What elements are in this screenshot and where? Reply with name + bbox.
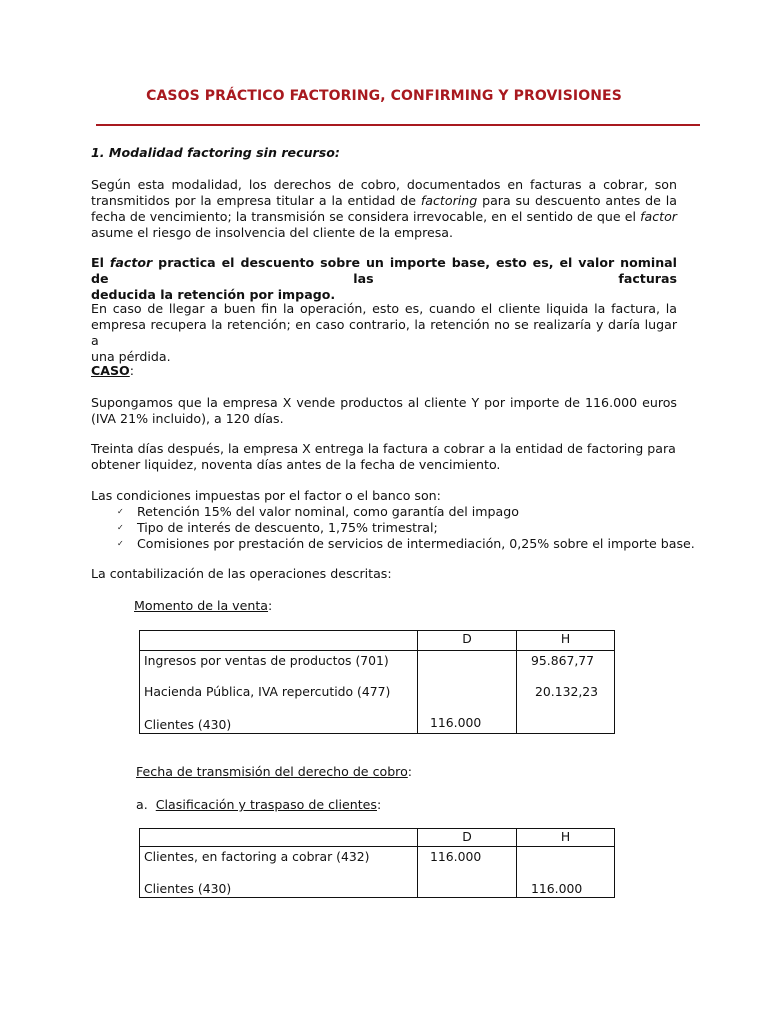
credit-amount (531, 715, 614, 731)
list-item (91, 504, 677, 520)
paragraph-line (91, 193, 677, 209)
conditions-list (91, 504, 695, 552)
text-run: obtener liquidez, noventa días antes de la fecha de vencimiento. (91, 457, 501, 472)
paragraph-factoring-definition (91, 177, 677, 241)
table-header-row (140, 631, 615, 651)
text-run: Supongamos que la empresa X vende productos al cliente Y por importe de 116.000 euros (91, 395, 677, 410)
document-title: CASOS PRÁCTICO FACTORING, CONFIRMING Y PROVISIONES (146, 88, 622, 104)
text-run: Treinta días después, la empresa X entrega la factura a cobrar a la entidad de factoring para (91, 441, 676, 456)
case-colon: : (129, 363, 135, 378)
paragraph-line (91, 225, 677, 241)
debit-amount: 116.000 (430, 715, 482, 730)
subsection-heading-transfer (136, 764, 636, 780)
paragraph-line (91, 395, 677, 411)
item-letter: a. (136, 797, 148, 812)
title-underline-rule (96, 124, 700, 126)
table-header-credit: H (517, 829, 615, 847)
text-run: El (91, 255, 110, 270)
case-label: CASO (91, 363, 130, 378)
account-name: Clientes (430) (144, 717, 232, 732)
table-header-cell (140, 829, 418, 847)
text-run: En caso de llegar a buen fin la operación, esto es, cuando el cliente liquida la factura, la (91, 301, 677, 316)
subsection-title: Clasificación y traspaso de clientes (155, 797, 377, 812)
checkmark-bullet-icon: ✓ (117, 507, 124, 516)
text-run: fecha de vencimiento; la transmisión se considera irrevocable, en el sentido de que el (91, 209, 641, 224)
subsection-heading-sale (134, 598, 634, 614)
text-run: (IVA 21% incluido), a 120 días. (91, 411, 284, 426)
text-run: empresa recupera la retención; en caso contrario, la retención no se realizaría y daría lugar a (91, 317, 677, 348)
paragraph-line (91, 177, 677, 193)
debit-amount (430, 653, 516, 669)
table-cell-accounts (140, 847, 418, 898)
table-cell-debit (418, 847, 517, 898)
list-item (91, 520, 677, 536)
credit-amount: 95.867,77 (531, 653, 595, 668)
table-cell-credit (517, 651, 615, 734)
debit-amount: 116.000 (430, 849, 482, 864)
credit-amount (531, 849, 614, 865)
paragraph-line (91, 209, 677, 225)
text-run: una pérdida. (91, 349, 171, 364)
list-item-text: Retención 15% del valor nominal, como garantía del impago (137, 504, 519, 519)
paragraph-retention (91, 301, 677, 365)
table-cell-credit (517, 847, 615, 898)
italic-term: factoring (420, 193, 478, 208)
paragraph-line (91, 255, 677, 287)
paragraph-line (91, 457, 677, 473)
text-run: asume el riesgo de insolvencia del cliente de la empresa. (91, 225, 454, 240)
text-run: Según esta modalidad, los derechos de cobro, documentados en facturas a cobrar, son (91, 177, 677, 192)
conditions-intro: Las condiciones impuestas por el factor o el banco son: (91, 488, 441, 503)
table-header-credit: H (517, 631, 615, 651)
account-name: Clientes, en factoring a cobrar (432) (144, 849, 370, 864)
list-item-text: Tipo de interés de descuento, 1,75% trimestral; (137, 520, 438, 535)
debit-amount (430, 684, 516, 700)
subsection-title: Fecha de transmisión del derecho de cobro (136, 764, 408, 779)
checkmark-bullet-icon: ✓ (117, 539, 124, 548)
subsection-title: Momento de la venta (134, 598, 269, 613)
paragraph-line (91, 441, 677, 457)
debit-amount (430, 881, 516, 897)
account-name: Ingresos por ventas de productos (701) (144, 653, 389, 668)
subsection-colon: : (376, 797, 382, 812)
text-run: para su descuento antes de la (477, 193, 677, 208)
table-header-row (140, 829, 615, 847)
list-item (91, 536, 695, 552)
italic-term: factor (109, 255, 153, 270)
conditions-block (91, 488, 695, 552)
text-run: practica el descuento sobre un importe base, esto es, el valor nominal de las facturas (91, 255, 677, 286)
table-header-cell (140, 631, 418, 651)
account-name: Clientes (430) (144, 881, 232, 896)
paragraph-line (91, 317, 677, 349)
account-name: Hacienda Pública, IVA repercutido (477) (144, 684, 391, 699)
credit-amount: 116.000 (531, 881, 583, 896)
paragraph-case-delivery (91, 441, 677, 473)
accounting-intro: La contabilización de las operaciones descritas: (91, 566, 392, 581)
checkmark-bullet-icon: ✓ (117, 523, 124, 532)
subsection-colon: : (268, 598, 273, 613)
subsection-colon: : (407, 764, 413, 779)
table-cell-debit (418, 651, 517, 734)
journal-table-sale (139, 630, 615, 734)
section-heading: 1. Modalidad factoring sin recurso: (91, 145, 340, 160)
subsection-heading-classification (136, 797, 636, 813)
paragraph-discount-base (91, 255, 677, 303)
table-cell-accounts (140, 651, 418, 734)
table-row (140, 651, 615, 734)
paragraph-line (91, 411, 677, 427)
text-run: deducida la retención por impago. (91, 287, 336, 302)
table-row (140, 847, 615, 898)
journal-table-classification (139, 828, 615, 898)
text-run: transmitidos por la empresa titular a la entidad de (91, 193, 421, 208)
italic-term: factor (640, 209, 677, 224)
table-header-debit: D (418, 829, 517, 847)
credit-amount: 20.132,23 (535, 684, 599, 699)
table-header-debit: D (418, 631, 517, 651)
list-item-text: Comisiones por prestación de servicios de intermediación, 0,25% sobre el importe base. (137, 536, 695, 551)
case-heading (91, 363, 677, 379)
paragraph-case-sale (91, 395, 677, 427)
paragraph-line (91, 301, 677, 317)
